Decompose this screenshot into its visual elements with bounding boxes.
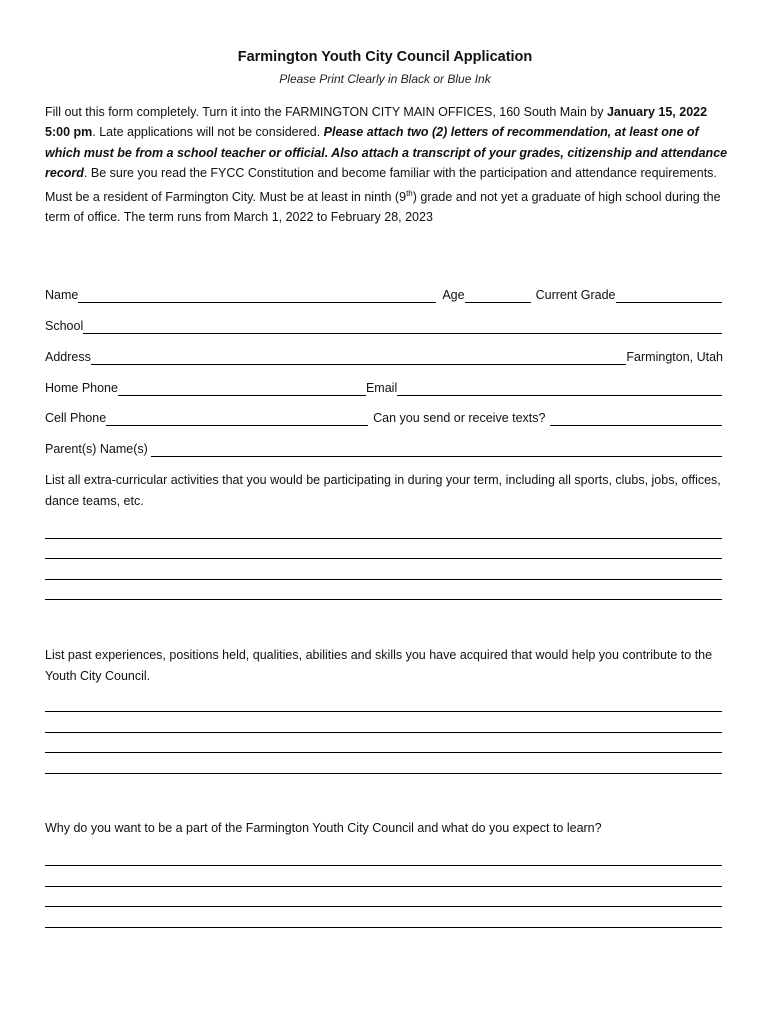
attachments-text: Please attach two (2) letters of recommendation, at least one of which must be from a school teacher or official. Also attach a transcript of your grades, citizenship and attendance record [45,125,728,181]
age-label: Age [442,288,465,302]
answer-line[interactable] [45,773,722,774]
activities-question: List all extra-curricular activities that you would be participating in during your term, including all sports, clubs, jobs, offices, dance teams, etc. [45,473,721,508]
instructions-text-4: ) grade and not yet a graduate of high school during the term of office. The term runs from March 1, 2022 to February 28, 2023 [45,189,721,225]
answer-line[interactable] [45,752,722,753]
answer-line[interactable] [45,906,722,907]
answer-line[interactable] [45,865,722,866]
grade-field[interactable] [616,288,723,303]
experience-question: List past experiences, positions held, qualities, abilities and skills you have acquired that would help you contribute to the Youth City Council. [45,648,713,683]
school-field[interactable] [83,319,722,334]
deadline-text: January 15, 2022 5:00 pm [45,105,708,140]
motivation-question: Why do you want to be a part of the Farmington Youth City Council and what do you expect to learn? [45,821,602,835]
form-subtitle: Please Print Clearly in Black or Blue Ink [279,72,491,86]
parents-label: Parent(s) Name(s) [45,442,148,456]
answer-line[interactable] [45,558,722,559]
answer-line[interactable] [45,732,722,733]
ordinal-suffix: th [406,188,413,198]
instructions-text-2: . Late applications will not be considered. [92,125,324,140]
cell-phone-field[interactable] [106,411,368,426]
home-phone-label: Home Phone [45,381,118,395]
answer-line[interactable] [45,927,722,928]
school-row [45,316,722,334]
name-row [45,285,722,303]
home-phone-field[interactable] [118,381,366,396]
cell-phone-label: Cell Phone [45,411,107,425]
form-title: Farmington Youth City Council Application [237,49,533,65]
answer-line[interactable] [45,538,722,539]
parents-row [45,439,722,457]
texts-field[interactable] [550,411,722,426]
school-label: School [45,319,84,333]
answer-line[interactable] [45,886,722,887]
address-field[interactable] [91,350,627,365]
instructions-text-3: . Be sure you read the FYCC Constitution and become familiar with the participation and attendance requirements. Must be a resident of Farmington City. Must be at least in ninth (9 [45,166,717,204]
cell-phone-row [45,408,722,426]
address-label: Address [45,350,91,364]
name-field[interactable] [78,288,436,303]
age-field[interactable] [465,288,531,303]
grade-label: Current Grade [535,288,616,302]
answer-line[interactable] [45,579,722,580]
name-label: Name [45,288,79,302]
email-label: Email [365,381,398,395]
address-row [45,347,723,365]
answer-line[interactable] [45,599,722,600]
email-field[interactable] [397,381,722,396]
instructions-paragraph [45,102,728,228]
texts-label: Can you send or receive texts? [373,411,546,425]
home-phone-row [45,378,722,396]
parents-field[interactable] [151,442,722,457]
instructions-text-1: Fill out this form completely. Turn it into the FARMINGTON CITY MAIN OFFICES, 160 South Main by [45,105,607,119]
city-label: Farmington, Utah [626,350,723,364]
answer-line[interactable] [45,711,722,712]
